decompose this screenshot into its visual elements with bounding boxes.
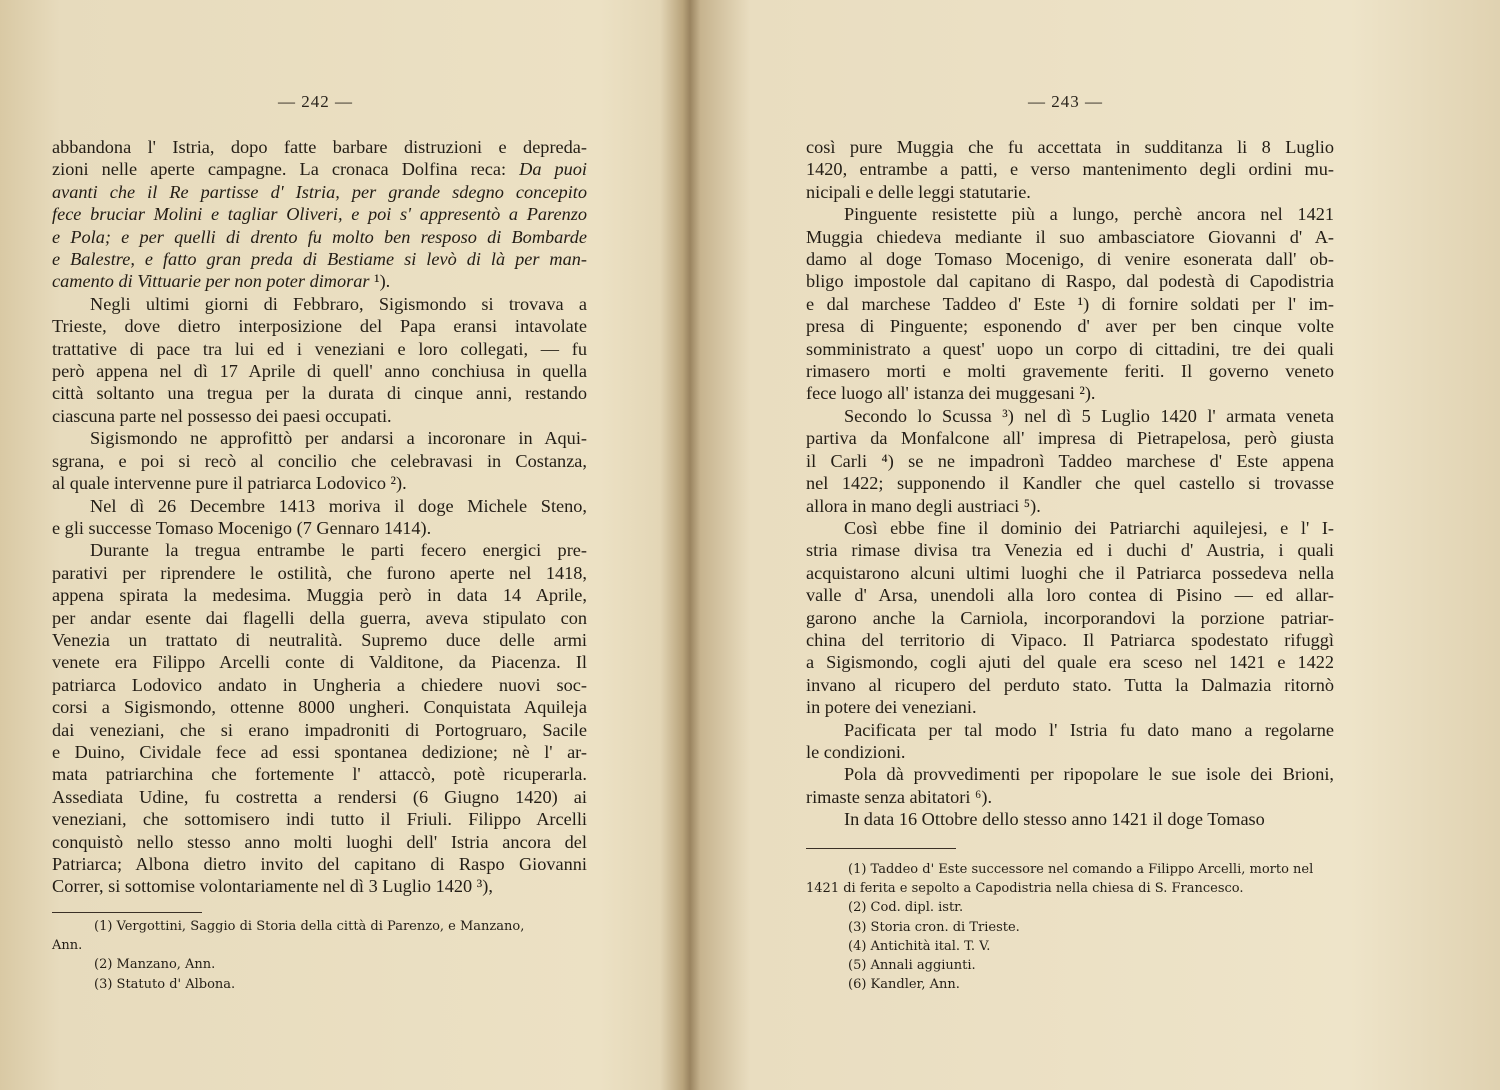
body-text <box>52 136 587 898</box>
text-line: veneziani, che sottomisero indi tutto il Friuli. Filippo Arcelli <box>52 809 587 830</box>
text-line: e gli successe Tomaso Mocenigo (7 Gennaro 1414). <box>52 517 432 538</box>
text-line: però appena nel dì 17 Aprile di quell' anno conchiusa in quella <box>52 361 587 382</box>
footnote: (3) Storia cron. di Trieste. <box>848 919 1020 935</box>
text-line: Trieste, dove dietro interposizione del Papa eransi intavolate <box>52 316 587 337</box>
text-line: fece bruciar Molini e tagliar Oliveri, e poi s' appresentò a Parenzo <box>52 204 587 225</box>
text-line: città soltanto una tregua per la durata di cinque anni, restando <box>52 383 587 404</box>
text-line: Sigismondo ne approfittò per andarsi a incoronare in Aqui- <box>90 428 587 449</box>
text-line: e Balestre, e fatto gran preda di Bestiame si levò di là per man- <box>52 249 587 270</box>
text-line: somministrato a quest' uopo un corpo di cittadini, tre dei quali <box>806 338 1334 359</box>
footnote: (2) Cod. dipl. istr. <box>848 900 964 916</box>
text-line: garono anche la Carniola, incorporandovi la porzione patriar- <box>806 607 1334 628</box>
text-line: e Duino, Cividale fece ad essi spontanea dedizione; nè l' ar- <box>52 741 587 762</box>
text-line: mata patriarchina che fortemente l' attaccò, potè ricuperarla. <box>52 764 587 785</box>
text-line: il Carli ⁴) se ne impadronì Taddeo marchese d' Este appena <box>806 450 1334 471</box>
text-line: camento di Vittuarie per non poter dimorar ¹). <box>52 271 391 292</box>
text-line: stria rimase divisa tra Venezia ed i duchi d' Austria, i quali <box>806 540 1334 561</box>
text-line: valle d' Arsa, unendoli alla loro contea di Pisino — ed allar- <box>806 585 1334 606</box>
text-line: In data 16 Ottobre dello stesso anno 1421 il doge Tomaso <box>844 809 1265 830</box>
footnote: 1421 di ferita e sepolto a Capodistria nella chiesa di S. Francesco. <box>806 881 1244 897</box>
text-line: allora in mano degli austriaci ⁵). <box>806 495 1041 516</box>
right-page <box>680 0 1500 1090</box>
text-line: rimaste senza abitatori ⁶). <box>806 786 993 807</box>
footnote: (4) Antichità ital. T. V. <box>848 938 991 954</box>
text-line: per andar esente dai flagelli della guerra, aveva stipulato con <box>52 607 587 628</box>
page-number: — 243 — <box>1028 92 1103 111</box>
text-line: bligo impostole dal capitano di Raspo, dal podestà di Capodistria <box>806 271 1334 292</box>
text-line: così pure Muggia che fu accettata in sudditanza li 8 Luglio <box>806 137 1334 157</box>
text-line: a Sigismondo, cogli ajuti del quale era sceso nel 1421 e 1422 <box>806 652 1334 673</box>
text-line: sgrana, e poi si recò al concilio che celebravasi in Costanza, <box>52 450 587 471</box>
text-line: nicipali e delle leggi statutarie. <box>806 181 1031 202</box>
footnotes <box>806 860 1336 994</box>
text-line: Pola dà provvedimenti per ripopolare le sue isole dei Brioni, <box>844 764 1334 785</box>
text-line: Patriarca; Albona dietro invito del capitano di Raspo Giovanni <box>52 854 587 874</box>
footnote: (6) Kandler, Ann. <box>848 977 960 993</box>
text-line: damo al doge Tomaso Mocenigo, di venire esonerata dall' ob- <box>806 249 1334 270</box>
text-line: china del territorio di Vipaco. Il Patriarca spodestato rifuggì <box>806 629 1334 650</box>
text-line: e dal marchese Taddeo d' Este ¹) di fornire soldati per l' im- <box>806 293 1334 314</box>
text-line: patriarca Lodovico andato in Ungheria a chiedere nuovi soc- <box>52 674 587 695</box>
page-number: — 242 — <box>278 92 353 111</box>
text-line: al quale intervenne pure il patriarca Lodovico ²). <box>52 473 407 494</box>
body-text <box>806 136 1334 831</box>
footnote-rule <box>52 912 202 913</box>
text-line: fece luogo all' istanza dei muggesani ²). <box>806 383 1096 404</box>
text-line: presa di Pinguente; esponendo d' aver per ben cinque volte <box>806 316 1334 337</box>
text-line: Assediata Udine, fu costretta a rendersi (6 Giugno 1420) ai <box>52 786 587 807</box>
text-line: abbandona l' Istria, dopo fatte barbare distruzioni e depreda- <box>52 137 587 157</box>
text-line: le condizioni. <box>806 741 906 762</box>
text-line: nel 1422; supponendo il Kandler che quel castello si trovasse <box>806 473 1334 494</box>
text-line: Correr, si sottomise volontariamente nel dì 3 Luglio 1420 ³), <box>52 876 493 897</box>
text-line: Così ebbe fine il dominio dei Patriarchi aquilejesi, e l' I- <box>844 517 1334 538</box>
text-line: invano al ricupero del perduto stato. Tutta la Dalmazia ritornò <box>806 674 1334 695</box>
text-line: corsi a Sigismondo, ottenne 8000 ungheri. Conquistata Aquileja <box>52 697 587 718</box>
text-line: acquistarono alcuni ultimi luoghi che il Patriarca possedeva nella <box>806 562 1334 583</box>
text-line: avanti che il Re partisse d' Istria, per grande sdegno concepito <box>52 181 587 202</box>
text-line: ciascuna parte nel possesso dei paesi occupati. <box>52 405 392 426</box>
text-line: appena spirata la medesima. Muggia però in data 14 Aprile, <box>52 585 587 606</box>
text-line: parativi per riprendere le ostilità, che furono aperte nel 1418, <box>52 562 587 583</box>
text-line: zioni nelle aperte campagne. La cronaca Dolfina reca: Da puoi <box>52 159 588 180</box>
text-line: trattative di pace tra lui ed i veneziani e loro collegati, — fu <box>52 338 587 359</box>
footnote: (2) Manzano, Ann. <box>94 957 216 973</box>
text-line: Negli ultimi giorni di Febbraro, Sigismondo si trovava a <box>90 293 587 314</box>
text-line: rimasero morti e molti gravemente feriti. Il governo veneto <box>806 361 1334 382</box>
footnote: (3) Statuto d' Albona. <box>94 976 236 992</box>
text-line: in potere dei veneziani. <box>806 697 977 718</box>
footnote: Ann. <box>52 938 83 954</box>
text-line: Venezia un trattato di neutralità. Supremo duce delle armi <box>52 629 587 650</box>
text-line: e Pola; e per quelli di drento fu molto ben resposo di Bombarde <box>52 226 587 247</box>
text-line: Pinguente resistette più a lungo, perchè ancora nel 1421 <box>844 204 1334 225</box>
footnote: (1) Taddeo d' Este successore nel comando a Filippo Arcelli, morto nel <box>848 862 1314 877</box>
footnotes <box>52 917 592 994</box>
footnote-rule <box>806 848 956 849</box>
text-line: Durante la tregua entrambe le parti fecero energici pre- <box>90 540 587 561</box>
text-line: partiva da Monfalcone all' impresa di Pietrapelosa, però giusta <box>806 428 1334 449</box>
left-page <box>0 0 680 1090</box>
text-line: venete era Filippo Arcelli conte di Valditone, da Piacenza. Il <box>52 652 587 673</box>
footnote: (1) Vergottini, Saggio di Storia della città di Parenzo, e Manzano, <box>94 919 525 934</box>
text-line: Nel dì 26 Decembre 1413 moriva il doge Michele Steno, <box>90 495 587 516</box>
text-line: Secondo lo Scussa ³) nel dì 5 Luglio 1420 l' armata veneta <box>844 405 1334 426</box>
text-line: Muggia chiedeva mediante il suo ambasciatore Giovanni d' A- <box>806 226 1334 247</box>
text-line: dai veneziani, che si erano impadroniti di Portogruaro, Sacile <box>52 719 587 740</box>
text-line: 1420, entrambe a patti, e verso mantenimento degli ordini mu- <box>806 159 1334 180</box>
footnote: (5) Annali aggiunti. <box>848 958 976 974</box>
text-line: Pacificata per tal modo l' Istria fu dato mano a regolarne <box>844 719 1334 740</box>
text-line: conquistò nello stesso anno molti luoghi dell' Istria ancora del <box>52 831 587 852</box>
